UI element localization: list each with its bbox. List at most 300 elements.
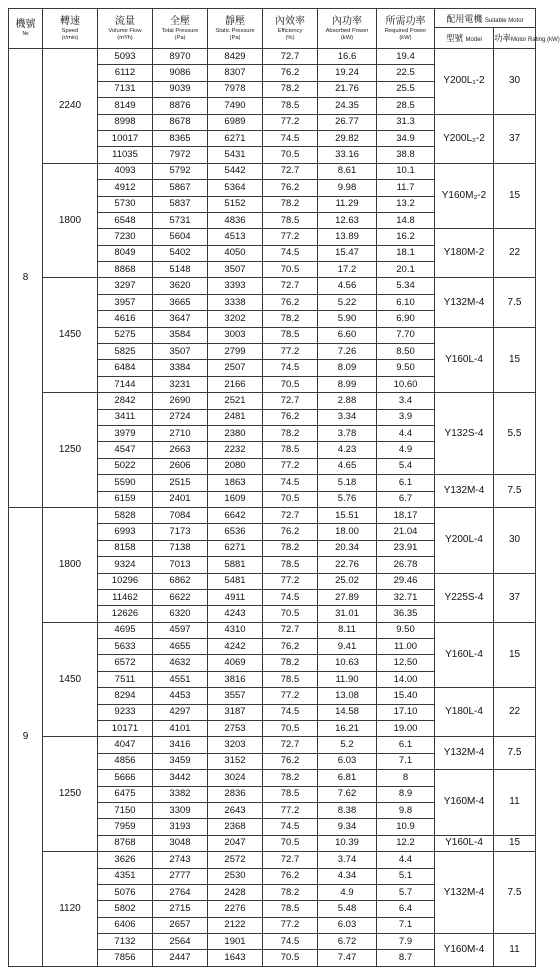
motor-model-cell: Y180L-4 xyxy=(435,688,494,737)
motor-rating-cell: 30 xyxy=(494,507,536,573)
speed-cell: 1450 xyxy=(43,622,98,737)
motor-rating-cell: 15 xyxy=(494,163,536,229)
total-pressure-cell: 4453 xyxy=(153,688,208,704)
static-pressure-cell: 2521 xyxy=(208,393,263,409)
static-pressure-cell: 5364 xyxy=(208,180,263,196)
table-row xyxy=(9,393,536,409)
static-pressure-cell: 5881 xyxy=(208,557,263,573)
flow-cell: 4856 xyxy=(98,753,153,769)
static-pressure-cell: 2753 xyxy=(208,721,263,737)
motor-rating-cell: 7.5 xyxy=(494,852,536,934)
required-power-cell: 8 xyxy=(377,770,435,786)
absorbed-power-cell: 2.88 xyxy=(318,393,377,409)
flow-cell: 4616 xyxy=(98,311,153,327)
required-power-cell: 5.4 xyxy=(377,458,435,474)
motor-rating-cell: 37 xyxy=(494,573,536,622)
efficiency-cell: 72.7 xyxy=(263,737,318,753)
absorbed-power-cell: 7.62 xyxy=(318,786,377,802)
total-pressure-cell: 7972 xyxy=(153,147,208,163)
absorbed-power-cell: 4.56 xyxy=(318,278,377,294)
flow-cell: 4351 xyxy=(98,868,153,884)
absorbed-power-cell: 9.34 xyxy=(318,819,377,835)
efficiency-cell: 78.5 xyxy=(263,786,318,802)
efficiency-cell: 76.2 xyxy=(263,753,318,769)
static-pressure-cell: 2122 xyxy=(208,917,263,933)
required-power-cell: 10.1 xyxy=(377,163,435,179)
total-pressure-cell: 3193 xyxy=(153,819,208,835)
total-pressure-cell: 2515 xyxy=(153,475,208,491)
efficiency-cell: 70.5 xyxy=(263,721,318,737)
absorbed-power-cell: 5.22 xyxy=(318,294,377,310)
total-pressure-cell: 9039 xyxy=(153,81,208,97)
flow-cell: 9324 xyxy=(98,557,153,573)
absorbed-power-cell: 15.47 xyxy=(318,245,377,261)
machine-no-cell: 8 xyxy=(9,49,43,508)
motor-rating-cell: 37 xyxy=(494,114,536,163)
required-power-cell: 23.91 xyxy=(377,540,435,556)
motor-rating-cell: 15 xyxy=(494,835,536,851)
static-pressure-cell: 2643 xyxy=(208,802,263,818)
absorbed-power-cell: 3.34 xyxy=(318,409,377,425)
absorbed-power-cell: 18.00 xyxy=(318,524,377,540)
static-pressure-cell: 3003 xyxy=(208,327,263,343)
flow-cell: 10017 xyxy=(98,130,153,146)
static-pressure-cell: 7490 xyxy=(208,98,263,114)
required-power-cell: 11.7 xyxy=(377,180,435,196)
motor-model-cell: Y160L-4 xyxy=(435,622,494,688)
total-pressure-cell: 3584 xyxy=(153,327,208,343)
total-pressure-cell: 5604 xyxy=(153,229,208,245)
motor-rating-cell: 22 xyxy=(494,688,536,737)
absorbed-power-cell: 8.09 xyxy=(318,360,377,376)
static-pressure-cell: 2380 xyxy=(208,425,263,441)
flow-cell: 11035 xyxy=(98,147,153,163)
motor-rating-cell: 22 xyxy=(494,229,536,278)
static-pressure-cell: 2276 xyxy=(208,901,263,917)
flow-cell: 5666 xyxy=(98,770,153,786)
efficiency-cell: 72.7 xyxy=(263,507,318,523)
static-pressure-cell: 4836 xyxy=(208,212,263,228)
flow-cell: 3411 xyxy=(98,409,153,425)
efficiency-cell: 78.5 xyxy=(263,442,318,458)
efficiency-cell: 78.2 xyxy=(263,770,318,786)
efficiency-cell: 76.2 xyxy=(263,409,318,425)
static-pressure-cell: 8307 xyxy=(208,65,263,81)
total-pressure-cell: 2564 xyxy=(153,934,208,950)
static-pressure-cell: 3024 xyxy=(208,770,263,786)
static-pressure-cell: 6271 xyxy=(208,130,263,146)
static-pressure-cell: 2799 xyxy=(208,344,263,360)
static-pressure-cell: 4050 xyxy=(208,245,263,261)
static-pressure-cell: 4069 xyxy=(208,655,263,671)
flow-cell: 6572 xyxy=(98,655,153,671)
static-pressure-cell: 2428 xyxy=(208,884,263,900)
motor-rating-cell: 15 xyxy=(494,327,536,393)
motor-model-cell: Y132S-4 xyxy=(435,393,494,475)
static-pressure-cell: 2080 xyxy=(208,458,263,474)
motor-model-cell: Y160L-4 xyxy=(435,327,494,393)
static-pressure-cell: 5442 xyxy=(208,163,263,179)
efficiency-cell: 78.2 xyxy=(263,540,318,556)
efficiency-cell: 74.5 xyxy=(263,245,318,261)
static-pressure-cell: 1643 xyxy=(208,950,263,966)
efficiency-cell: 77.2 xyxy=(263,229,318,245)
total-pressure-cell: 2447 xyxy=(153,950,208,966)
flow-cell: 8768 xyxy=(98,835,153,851)
efficiency-cell: 78.2 xyxy=(263,884,318,900)
total-pressure-cell: 4101 xyxy=(153,721,208,737)
required-power-header: 所需功率 Required Power (kW) xyxy=(377,9,435,49)
absorbed-power-cell: 27.89 xyxy=(318,589,377,605)
absorbed-power-cell: 13.08 xyxy=(318,688,377,704)
absorbed-power-cell: 9.41 xyxy=(318,639,377,655)
efficiency-cell: 72.7 xyxy=(263,278,318,294)
required-power-cell: 14.00 xyxy=(377,671,435,687)
table-row xyxy=(9,507,536,523)
absorbed-power-cell: 5.2 xyxy=(318,737,377,753)
flow-cell: 5828 xyxy=(98,507,153,523)
total-pressure-cell: 9086 xyxy=(153,65,208,81)
motor-model-cell: Y180M-2 xyxy=(435,229,494,278)
absorbed-power-cell: 6.03 xyxy=(318,917,377,933)
required-power-cell: 21.04 xyxy=(377,524,435,540)
required-power-cell: 7.9 xyxy=(377,934,435,950)
motor-model-cell: Y132M-4 xyxy=(435,852,494,934)
efficiency-cell: 74.5 xyxy=(263,934,318,950)
required-power-cell: 5.7 xyxy=(377,884,435,900)
required-power-cell: 4.4 xyxy=(377,425,435,441)
motor-model-cell: Y160L-4 xyxy=(435,835,494,851)
total-pressure-cell: 2657 xyxy=(153,917,208,933)
absorbed-power-cell: 8.99 xyxy=(318,376,377,392)
required-power-cell: 4.9 xyxy=(377,442,435,458)
speed-cell: 2240 xyxy=(43,49,98,164)
static-pressure-cell: 4513 xyxy=(208,229,263,245)
flow-cell: 6475 xyxy=(98,786,153,802)
static-pressure-cell: 2507 xyxy=(208,360,263,376)
efficiency-cell: 78.2 xyxy=(263,655,318,671)
efficiency-cell: 78.5 xyxy=(263,327,318,343)
total-pressure-cell: 3382 xyxy=(153,786,208,802)
efficiency-cell: 78.2 xyxy=(263,311,318,327)
required-power-cell: 8.9 xyxy=(377,786,435,802)
required-power-cell: 28.5 xyxy=(377,98,435,114)
required-power-cell: 32.71 xyxy=(377,589,435,605)
required-power-cell: 34.9 xyxy=(377,130,435,146)
static-pressure-cell: 2047 xyxy=(208,835,263,851)
required-power-cell: 22.5 xyxy=(377,65,435,81)
total-pressure-cell: 7138 xyxy=(153,540,208,556)
total-pressure-cell: 8365 xyxy=(153,130,208,146)
fan-performance-table xyxy=(8,8,560,967)
flow-cell: 4547 xyxy=(98,442,153,458)
flow-cell: 10296 xyxy=(98,573,153,589)
motor-model-cell: Y225S-4 xyxy=(435,573,494,622)
motor-model-cell: Y160M₂-2 xyxy=(435,163,494,229)
static-pressure-cell: 5481 xyxy=(208,573,263,589)
efficiency-cell: 72.7 xyxy=(263,163,318,179)
efficiency-cell: 74.5 xyxy=(263,475,318,491)
motor-model-cell: Y132M-4 xyxy=(435,737,494,770)
speed-cell: 1120 xyxy=(43,852,98,967)
required-power-cell: 31.3 xyxy=(377,114,435,130)
total-pressure-cell: 6320 xyxy=(153,606,208,622)
flow-cell: 7150 xyxy=(98,802,153,818)
absorbed-power-cell: 15.51 xyxy=(318,507,377,523)
efficiency-cell: 70.5 xyxy=(263,376,318,392)
absorbed-power-cell: 21.76 xyxy=(318,81,377,97)
efficiency-cell: 78.2 xyxy=(263,196,318,212)
absorbed-power-cell: 6.72 xyxy=(318,934,377,950)
static-pressure-header: 靜壓 Static Pressure (Pa) xyxy=(208,9,263,49)
efficiency-cell: 70.5 xyxy=(263,950,318,966)
required-power-cell: 18.1 xyxy=(377,245,435,261)
static-pressure-cell: 2166 xyxy=(208,376,263,392)
flow-cell: 7856 xyxy=(98,950,153,966)
flow-cell: 5275 xyxy=(98,327,153,343)
static-pressure-cell: 3338 xyxy=(208,294,263,310)
static-pressure-cell: 3393 xyxy=(208,278,263,294)
efficiency-cell: 77.2 xyxy=(263,802,318,818)
flow-cell: 7131 xyxy=(98,81,153,97)
motor-model-cell: Y200L₂-2 xyxy=(435,114,494,163)
absorbed-power-cell: 6.03 xyxy=(318,753,377,769)
flow-cell: 12626 xyxy=(98,606,153,622)
static-pressure-cell: 4310 xyxy=(208,622,263,638)
efficiency-cell: 70.5 xyxy=(263,147,318,163)
static-pressure-cell: 3816 xyxy=(208,671,263,687)
efficiency-cell: 74.5 xyxy=(263,589,318,605)
table-row xyxy=(9,737,536,753)
absorbed-power-cell: 6.60 xyxy=(318,327,377,343)
absorbed-power-cell: 8.38 xyxy=(318,802,377,818)
flow-cell: 3979 xyxy=(98,425,153,441)
flow-cell: 3626 xyxy=(98,852,153,868)
absorbed-power-cell: 25.02 xyxy=(318,573,377,589)
speed-header: 轉速 Speed (r/min) xyxy=(43,9,98,49)
absorbed-power-cell: 26.77 xyxy=(318,114,377,130)
flow-cell: 9233 xyxy=(98,704,153,720)
table-row xyxy=(9,852,536,868)
flow-cell: 8158 xyxy=(98,540,153,556)
efficiency-cell: 78.2 xyxy=(263,81,318,97)
required-power-cell: 9.50 xyxy=(377,622,435,638)
efficiency-cell: 70.5 xyxy=(263,491,318,507)
required-power-cell: 5.1 xyxy=(377,868,435,884)
table-row xyxy=(9,49,536,65)
required-power-cell: 14.8 xyxy=(377,212,435,228)
total-pressure-cell: 7173 xyxy=(153,524,208,540)
flow-cell: 5825 xyxy=(98,344,153,360)
required-power-cell: 7.1 xyxy=(377,917,435,933)
absorbed-power-cell: 5.76 xyxy=(318,491,377,507)
static-pressure-cell: 1863 xyxy=(208,475,263,491)
total-pressure-cell: 5867 xyxy=(153,180,208,196)
efficiency-cell: 72.7 xyxy=(263,393,318,409)
total-pressure-cell: 7084 xyxy=(153,507,208,523)
suitable-motor-header: 配用電機 Suitable Motor xyxy=(435,9,536,28)
required-power-cell: 7.1 xyxy=(377,753,435,769)
required-power-cell: 10.9 xyxy=(377,819,435,835)
static-pressure-cell: 6271 xyxy=(208,540,263,556)
absorbed-power-cell: 12.63 xyxy=(318,212,377,228)
motor-rating-header: 功率Motor Rating (kW) xyxy=(494,28,536,49)
flow-cell: 8294 xyxy=(98,688,153,704)
absorbed-power-cell: 13.89 xyxy=(318,229,377,245)
total-pressure-cell: 2715 xyxy=(153,901,208,917)
total-pressure-cell: 2743 xyxy=(153,852,208,868)
machine-no-cell: 9 xyxy=(9,507,43,966)
motor-rating-cell: 7.5 xyxy=(494,737,536,770)
absorbed-power-cell: 31.01 xyxy=(318,606,377,622)
efficiency-cell: 77.2 xyxy=(263,458,318,474)
required-power-cell: 6.10 xyxy=(377,294,435,310)
required-power-cell: 10.60 xyxy=(377,376,435,392)
absorbed-power-cell: 7.26 xyxy=(318,344,377,360)
efficiency-cell: 74.5 xyxy=(263,704,318,720)
efficiency-cell: 78.5 xyxy=(263,901,318,917)
required-power-cell: 12.50 xyxy=(377,655,435,671)
total-pressure-cell: 3309 xyxy=(153,802,208,818)
efficiency-cell: 76.2 xyxy=(263,65,318,81)
static-pressure-cell: 6989 xyxy=(208,114,263,130)
absorbed-power-cell: 7.47 xyxy=(318,950,377,966)
motor-rating-cell: 5.5 xyxy=(494,393,536,475)
flow-cell: 6112 xyxy=(98,65,153,81)
flow-cell: 7511 xyxy=(98,671,153,687)
flow-cell: 10171 xyxy=(98,721,153,737)
total-pressure-cell: 2724 xyxy=(153,409,208,425)
motor-rating-cell: 11 xyxy=(494,770,536,836)
flow-cell: 7959 xyxy=(98,819,153,835)
efficiency-cell: 77.2 xyxy=(263,114,318,130)
efficiency-cell: 76.2 xyxy=(263,294,318,310)
static-pressure-cell: 3152 xyxy=(208,753,263,769)
absorbed-power-cell: 16.21 xyxy=(318,721,377,737)
flow-cell: 5022 xyxy=(98,458,153,474)
required-power-cell: 13.2 xyxy=(377,196,435,212)
total-pressure-cell: 6622 xyxy=(153,589,208,605)
table-row xyxy=(9,622,536,638)
total-pressure-cell: 2690 xyxy=(153,393,208,409)
absorbed-power-cell: 33.16 xyxy=(318,147,377,163)
total-pressure-cell: 2777 xyxy=(153,868,208,884)
flow-cell: 6406 xyxy=(98,917,153,933)
total-pressure-cell: 6862 xyxy=(153,573,208,589)
total-pressure-cell: 2606 xyxy=(153,458,208,474)
absorbed-power-cell: 3.74 xyxy=(318,852,377,868)
total-pressure-cell: 3384 xyxy=(153,360,208,376)
total-pressure-cell: 3442 xyxy=(153,770,208,786)
static-pressure-cell: 1609 xyxy=(208,491,263,507)
static-pressure-cell: 3507 xyxy=(208,262,263,278)
absorbed-power-header: 內功率 Absorbed Power (kW) xyxy=(318,9,377,49)
flow-cell: 4695 xyxy=(98,622,153,638)
required-power-cell: 17.10 xyxy=(377,704,435,720)
total-pressure-cell: 5402 xyxy=(153,245,208,261)
required-power-cell: 8.7 xyxy=(377,950,435,966)
efficiency-cell: 76.2 xyxy=(263,639,318,655)
efficiency-cell: 76.2 xyxy=(263,524,318,540)
absorbed-power-cell: 17.2 xyxy=(318,262,377,278)
absorbed-power-cell: 4.23 xyxy=(318,442,377,458)
total-pressure-cell: 2764 xyxy=(153,884,208,900)
absorbed-power-cell: 10.63 xyxy=(318,655,377,671)
flow-cell: 7144 xyxy=(98,376,153,392)
required-power-cell: 9.8 xyxy=(377,802,435,818)
flow-cell: 8868 xyxy=(98,262,153,278)
required-power-cell: 6.1 xyxy=(377,737,435,753)
motor-model-cell: Y160M-4 xyxy=(435,934,494,967)
total-pressure-cell: 3048 xyxy=(153,835,208,851)
efficiency-cell: 72.7 xyxy=(263,852,318,868)
static-pressure-cell: 7978 xyxy=(208,81,263,97)
total-pressure-cell: 3507 xyxy=(153,344,208,360)
flow-cell: 7132 xyxy=(98,934,153,950)
static-pressure-cell: 3187 xyxy=(208,704,263,720)
absorbed-power-cell: 8.61 xyxy=(318,163,377,179)
required-power-cell: 11.00 xyxy=(377,639,435,655)
speed-cell: 1450 xyxy=(43,278,98,393)
absorbed-power-cell: 4.65 xyxy=(318,458,377,474)
absorbed-power-cell: 10.39 xyxy=(318,835,377,851)
static-pressure-cell: 2368 xyxy=(208,819,263,835)
flow-cell: 8049 xyxy=(98,245,153,261)
total-pressure-cell: 5792 xyxy=(153,163,208,179)
speed-cell: 1250 xyxy=(43,737,98,852)
static-pressure-cell: 6642 xyxy=(208,507,263,523)
motor-rating-cell: 30 xyxy=(494,49,536,115)
required-power-cell: 19.00 xyxy=(377,721,435,737)
total-pressure-cell: 2663 xyxy=(153,442,208,458)
static-pressure-cell: 2481 xyxy=(208,409,263,425)
absorbed-power-cell: 16.6 xyxy=(318,49,377,65)
absorbed-power-cell: 5.48 xyxy=(318,901,377,917)
total-pressure-cell: 8876 xyxy=(153,98,208,114)
flow-cell: 6484 xyxy=(98,360,153,376)
total-pressure-cell: 4551 xyxy=(153,671,208,687)
required-power-cell: 12.2 xyxy=(377,835,435,851)
flow-cell: 2842 xyxy=(98,393,153,409)
flow-cell: 3297 xyxy=(98,278,153,294)
table-row xyxy=(9,278,536,294)
efficiency-cell: 74.5 xyxy=(263,819,318,835)
static-pressure-cell: 8429 xyxy=(208,49,263,65)
efficiency-cell: 70.5 xyxy=(263,835,318,851)
efficiency-cell: 77.2 xyxy=(263,344,318,360)
motor-rating-cell: 7.5 xyxy=(494,475,536,508)
total-pressure-cell: 2401 xyxy=(153,491,208,507)
total-pressure-cell: 3665 xyxy=(153,294,208,310)
required-power-cell: 9.50 xyxy=(377,360,435,376)
total-pressure-cell: 3231 xyxy=(153,376,208,392)
required-power-cell: 6.4 xyxy=(377,901,435,917)
total-pressure-cell: 4632 xyxy=(153,655,208,671)
absorbed-power-cell: 11.29 xyxy=(318,196,377,212)
total-pressure-cell: 3620 xyxy=(153,278,208,294)
flow-cell: 5802 xyxy=(98,901,153,917)
total-pressure-cell: 3416 xyxy=(153,737,208,753)
flow-cell: 4047 xyxy=(98,737,153,753)
speed-cell: 1800 xyxy=(43,163,98,278)
required-power-cell: 4.4 xyxy=(377,852,435,868)
static-pressure-cell: 4242 xyxy=(208,639,263,655)
absorbed-power-cell: 6.81 xyxy=(318,770,377,786)
absorbed-power-cell: 3.78 xyxy=(318,425,377,441)
absorbed-power-cell: 20.34 xyxy=(318,540,377,556)
flow-cell: 5590 xyxy=(98,475,153,491)
static-pressure-cell: 1901 xyxy=(208,934,263,950)
